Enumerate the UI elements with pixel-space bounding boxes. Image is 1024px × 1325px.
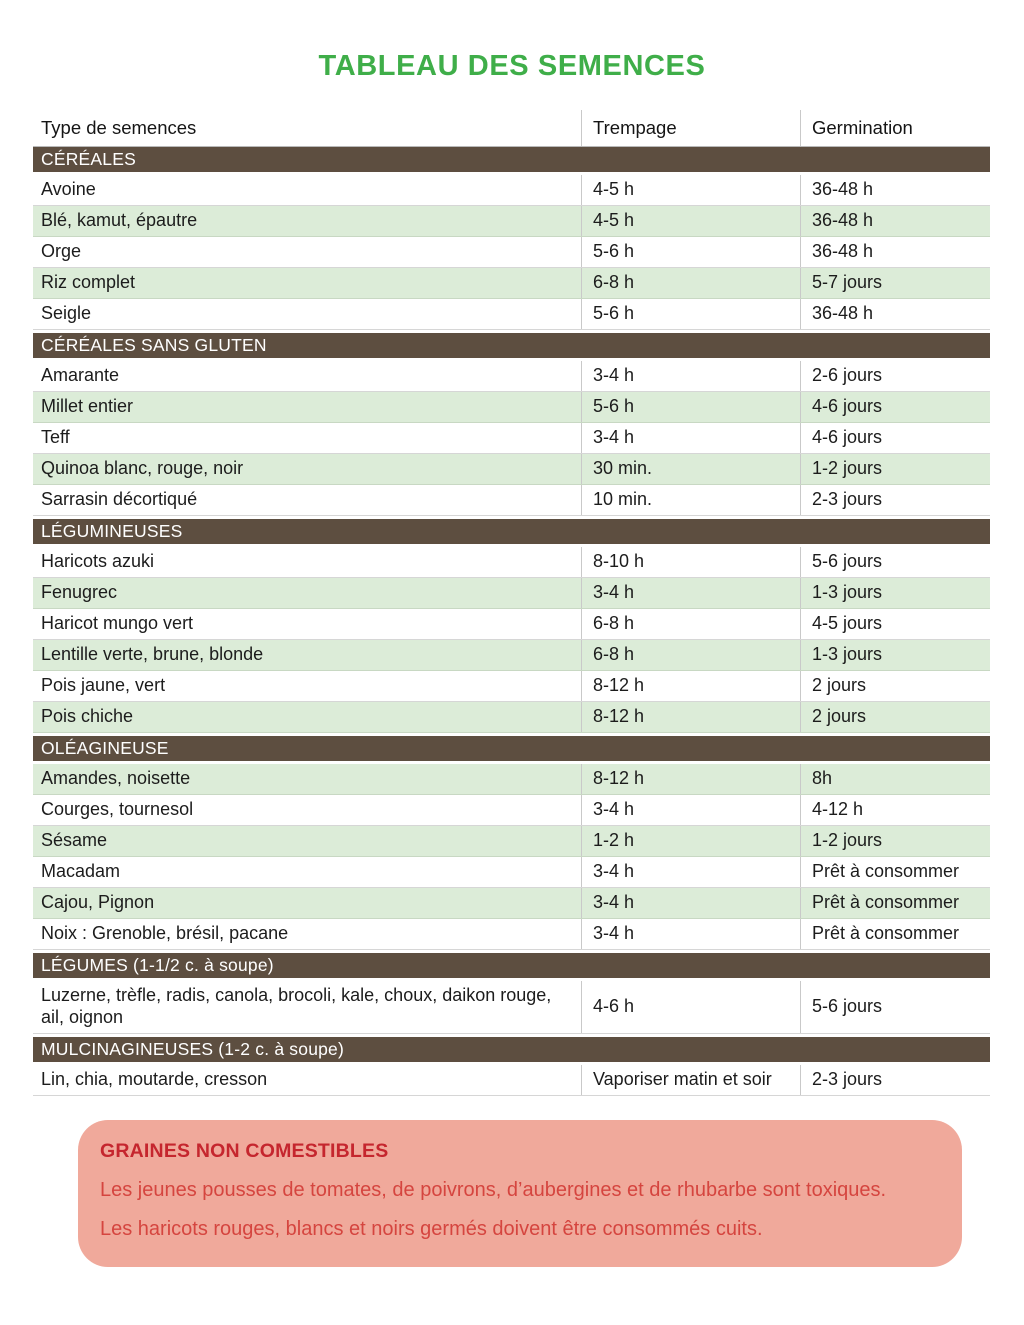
section-header: OLÉAGINEUSE: [33, 736, 990, 761]
cell-type: Orge: [41, 241, 82, 262]
cell-trempage: 5-6 h: [581, 299, 800, 329]
warning-box: [78, 1120, 962, 1267]
cell-type: Lentille verte, brune, blonde: [41, 644, 264, 665]
cell-trempage: 6-8 h: [581, 640, 800, 670]
cell-trempage: 3-4 h: [581, 857, 800, 887]
cell-type: Millet entier: [41, 396, 134, 417]
cell-germination: 1-2 jours: [800, 454, 990, 484]
cell-trempage: 8-12 h: [581, 702, 800, 732]
cell-germination: 1-3 jours: [800, 578, 990, 608]
cell-germination: 2-3 jours: [800, 485, 990, 515]
cell-germination: 8h: [800, 764, 990, 794]
table-row: [33, 702, 990, 733]
cell-type: Fenugrec: [41, 582, 118, 603]
table-header-row: [33, 110, 990, 147]
table-row: [33, 175, 990, 206]
cell-type: Haricot mungo vert: [41, 613, 194, 634]
cell-trempage: 4-5 h: [581, 206, 800, 236]
cell-germination: 5-7 jours: [800, 268, 990, 298]
section-header: CÉRÉALES SANS GLUTEN: [33, 333, 990, 358]
cell-type: Quinoa blanc, rouge, noir: [41, 458, 244, 479]
cell-germination: 36-48 h: [800, 299, 990, 329]
cell-trempage: 8-12 h: [581, 671, 800, 701]
cell-germination: Prêt à consommer: [800, 919, 990, 949]
warning-title: GRAINES NON COMESTIBLES: [100, 1139, 389, 1162]
table-row: [33, 609, 990, 640]
table-row: [33, 578, 990, 609]
section-header: MULCINAGINEUSES (1-2 c. à soupe): [33, 1037, 990, 1062]
cell-germination: 36-48 h: [800, 206, 990, 236]
cell-germination: 36-48 h: [800, 237, 990, 267]
cell-trempage: 8-10 h: [581, 547, 800, 577]
warning-line-1: Les jeunes pousses de tomates, de poivrons, d’aubergines et de rhubarbe sont toxiques.: [100, 1178, 887, 1201]
cell-germination: 4-5 jours: [800, 609, 990, 639]
table-row: [33, 764, 990, 795]
section-header: CÉRÉALES: [33, 147, 990, 172]
cell-trempage: 6-8 h: [581, 609, 800, 639]
cell-germination: 36-48 h: [800, 175, 990, 205]
table-row: [33, 671, 990, 702]
table-row: [33, 640, 990, 671]
cell-germination: 2 jours: [800, 671, 990, 701]
cell-trempage: 10 min.: [581, 485, 800, 515]
cell-type: Amandes, noisette: [41, 768, 191, 789]
table-row: [33, 268, 990, 299]
cell-germination: 2-6 jours: [800, 361, 990, 391]
cell-trempage: 6-8 h: [581, 268, 800, 298]
cell-germination: 5-6 jours: [800, 547, 990, 577]
cell-germination: 5-6 jours: [800, 981, 990, 1033]
cell-type: Noix : Grenoble, brésil, pacane: [41, 923, 289, 944]
cell-trempage: 3-4 h: [581, 919, 800, 949]
cell-germination: 4-6 jours: [800, 423, 990, 453]
table-row: [33, 1065, 990, 1096]
cell-trempage: 3-4 h: [581, 578, 800, 608]
cell-type: Sarrasin décortiqué: [41, 489, 198, 510]
table-row: [33, 795, 990, 826]
cell-germination: 4-12 h: [800, 795, 990, 825]
page-title: TABLEAU DES SEMENCES: [318, 50, 706, 82]
cell-type: Luzerne, trèfle, radis, canola, brocoli, kale, choux, daikon rouge, ail, oignon: [41, 985, 552, 1027]
cell-trempage: 5-6 h: [581, 392, 800, 422]
table-row: [33, 237, 990, 268]
cell-trempage: 8-12 h: [581, 764, 800, 794]
cell-germination: Prêt à consommer: [800, 857, 990, 887]
cell-type: Avoine: [41, 179, 96, 200]
column-header-trempage: Trempage: [581, 110, 800, 146]
cell-type: Sésame: [41, 830, 108, 851]
table-row: [33, 454, 990, 485]
cell-type: Amarante: [41, 365, 120, 386]
table-row: [33, 888, 990, 919]
cell-trempage: 3-4 h: [581, 888, 800, 918]
cell-trempage: 30 min.: [581, 454, 800, 484]
table-row: [33, 981, 990, 1034]
table-row: [33, 206, 990, 237]
cell-germination: Prêt à consommer: [800, 888, 990, 918]
table-row: [33, 299, 990, 330]
cell-trempage: 5-6 h: [581, 237, 800, 267]
table-row: [33, 361, 990, 392]
table-row: [33, 423, 990, 454]
cell-germination: 1-2 jours: [800, 826, 990, 856]
cell-germination: 2 jours: [800, 702, 990, 732]
cell-type: Blé, kamut, épautre: [41, 210, 198, 231]
cell-germination: 4-6 jours: [800, 392, 990, 422]
seed-table: [33, 110, 990, 1096]
cell-germination: 2-3 jours: [800, 1065, 990, 1095]
column-header-type: Type de semences: [41, 117, 197, 138]
cell-type: Cajou, Pignon: [41, 892, 155, 913]
cell-trempage: Vaporiser matin et soir: [581, 1065, 800, 1095]
cell-type: Haricots azuki: [41, 551, 155, 572]
table-row: [33, 392, 990, 423]
cell-trempage: 1-2 h: [581, 826, 800, 856]
cell-type: Riz complet: [41, 272, 136, 293]
cell-trempage: 3-4 h: [581, 361, 800, 391]
cell-trempage: 4-5 h: [581, 175, 800, 205]
cell-type: Pois chiche: [41, 706, 134, 727]
section-header: LÉGUMES (1-1/2 c. à soupe): [33, 953, 990, 978]
cell-type: Seigle: [41, 303, 92, 324]
cell-germination: 1-3 jours: [800, 640, 990, 670]
cell-type: Macadam: [41, 861, 121, 882]
cell-type: Pois jaune, vert: [41, 675, 166, 696]
cell-trempage: 4-6 h: [581, 981, 800, 1033]
cell-type: Teff: [41, 427, 70, 448]
table-body: [33, 147, 990, 1096]
table-row: [33, 485, 990, 516]
section-header: LÉGUMINEUSES: [33, 519, 990, 544]
warning-line-2: Les haricots rouges, blancs et noirs germés doivent être consommés cuits.: [100, 1217, 763, 1240]
cell-trempage: 3-4 h: [581, 795, 800, 825]
table-row: [33, 919, 990, 950]
table-row: [33, 547, 990, 578]
table-row: [33, 826, 990, 857]
table-row: [33, 857, 990, 888]
cell-type: Courges, tournesol: [41, 799, 194, 820]
cell-trempage: 3-4 h: [581, 423, 800, 453]
cell-type: Lin, chia, moutarde, cresson: [41, 1068, 268, 1089]
column-header-germination: Germination: [800, 110, 990, 146]
